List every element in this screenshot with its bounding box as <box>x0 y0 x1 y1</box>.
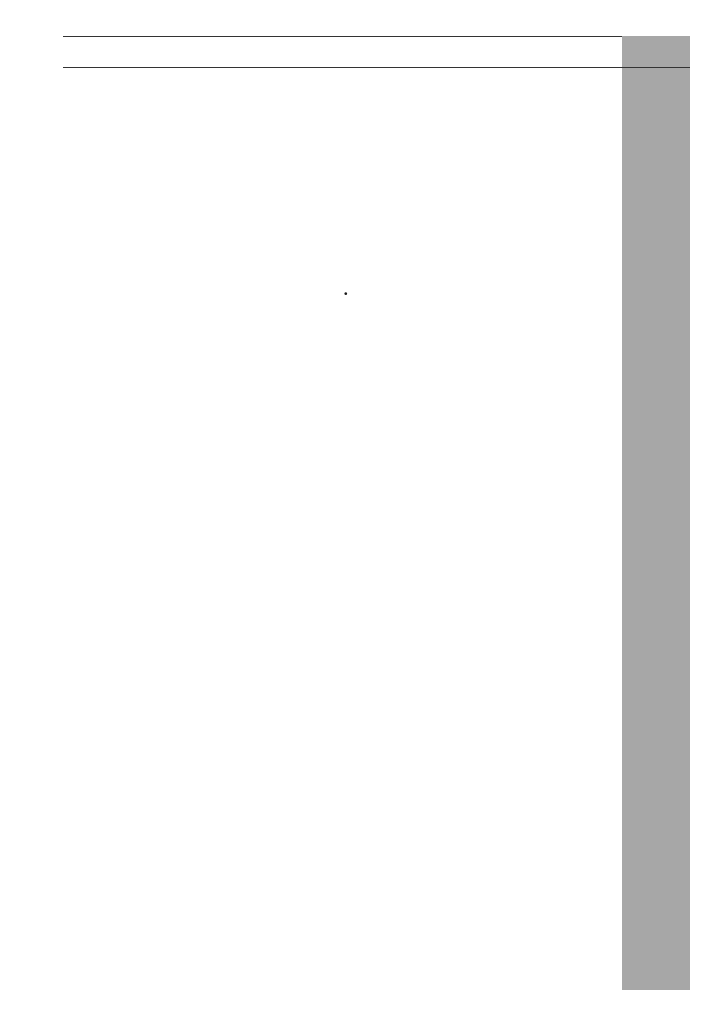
header-rule-bottom <box>63 67 690 68</box>
header-code-box <box>622 36 690 68</box>
right-column <box>344 288 606 289</box>
left-column <box>68 288 331 302</box>
device-photo-top <box>378 88 566 278</box>
header-rule-top <box>63 36 690 37</box>
device-photo-bottom <box>95 732 313 980</box>
sidebar-band <box>622 68 690 990</box>
